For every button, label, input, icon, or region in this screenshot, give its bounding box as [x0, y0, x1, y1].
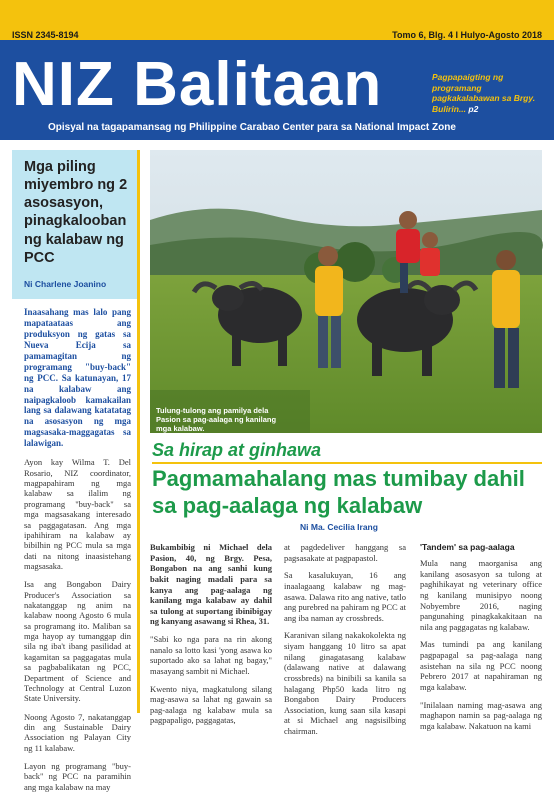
- article-column-3: [420, 542, 542, 738]
- cover-teaser: [432, 72, 542, 115]
- photo-caption: Tulung-tulong ang pamilya dela Pasion sa pag-aalaga ng kanilang mga kalabaw.: [156, 406, 277, 433]
- article-paragraph: Sa kasalukuyan, 16 ang inaalagaang kalabaw ng mag-asawa. Dalawa rito ang native, tatlo ang purebred na pahiram ng PCC at ang iba naman ay crossbreds.: [284, 570, 406, 623]
- issn-number: ISSN 2345-8194: [12, 30, 79, 40]
- sidebar-paragraph: Noong Agosto 7, nakatanggap din ang Sustainable Dairy Association ng Palayan City ng 11 kalabaw.: [24, 711, 131, 753]
- article-headline: Pagmamahalang mas tumibay dahil sa pag-aalaga ng kalabaw: [152, 466, 525, 518]
- sidebar-byline: Ni Charlene Joanino: [24, 278, 107, 289]
- sidebar-header: [12, 150, 137, 299]
- teaser-text: Pagpapaigting ng programang pagkakalabawan sa Brgy. Bulirin...: [432, 72, 536, 114]
- kicker-divider: [152, 462, 542, 464]
- newsletter-title: NIZ Balitaan: [12, 50, 383, 119]
- sidebar-paragraph: Layon ng programang "buy-back" ng PCC na paramihin ang mga kalabaw na may: [24, 761, 131, 792]
- article-column-1: [150, 542, 272, 733]
- article-paragraph: Mas tumindi pa ang kanilang pagpapagal sa pag-aalaga nang asistehan na sila ng PCC noong Pebrero 2017 at napahiraman ng mga kalabaw.: [420, 639, 542, 692]
- sidebar-title: Mga piling miyembro ng 2 asosasyon, pinagkalooban ng kalabaw ng PCC: [24, 159, 128, 266]
- article-lead-paragraph: Bukambibig ni Michael dela Pasion, 40, ng Brgy. Pesa, Bongabon na ang sanhi kung bakit naging madali para sa kanya ang pag-aalaga ng kanilang mga kalabaw ay dahil sa tulong at suportang ibinibigay ng kanyang asawang si Rhea, 31.: [150, 542, 272, 627]
- article-paragraph: at pagdedeliver hanggang sa pagsasakate at pagpapastol.: [284, 542, 406, 563]
- cover-photo: [150, 150, 542, 433]
- article-byline: Ni Ma. Cecilia Irang: [300, 522, 378, 532]
- article-column-2: [284, 542, 406, 744]
- article-subheading: 'Tandem' sa pag-aalaga: [420, 542, 515, 552]
- article-paragraph: "Sabi ko nga para na rin akong nanalo sa lotto kasi 'yong asawa ko suportado ako sa lahat ng bagay," masayang sambit ni Michael.: [150, 634, 272, 676]
- issue-info: Tomo 6, Blg. 4 I Hulyo-Agosto 2018: [392, 30, 542, 40]
- sidebar-paragraph: Isa ang Bongabon Dairy Producer's Association sa nakatanggap ng anim na kalabaw noong Agosto 6 mula sa programang ito. Maliban sa mga hayop ay tumanggap din sila ng iba't ibang pasilidad at kagamitan sa paggagatas mula sa pagbabalikatan ng PCC, Department of Science and Technology at Central Luzon State University.: [24, 579, 131, 704]
- article-paragraph: Karanivan silang nakakokolekta ng siyam hanggang 10 litro sa apat nilang ginagatasang kalabaw (dalawang native at dalawang crossbreds) na binibili sa kanila sa halagang Php50 kada litro ng Bongabon Dairy Producers Association, kung saan sila kasapi at si Michael ang nagsisilbing chairman.: [284, 630, 406, 736]
- article-paragraph: Kwento niya, magkatulong silang mag-asawa sa lahat ng gawain sa pag-aalaga ng kalabaw mula sa pagpapaligo, paggagatas,: [150, 683, 272, 726]
- sidebar-paragraph: Ayon kay Wilma T. Del Rosario, NIZ coordinator, magpapahiram ng mga kalabaw sa ilalim ng programang "buy-back" sa mga magsasakang interesado sa paggagatasan. Ang mga ipahihiram na kalabaw ay bibilhin ng PCC mula sa mga dati na nitong inaasistehang magsasaka.: [24, 457, 131, 571]
- masthead: [0, 40, 554, 140]
- teaser-page: p2: [468, 103, 479, 114]
- family-with-carabaos-image: [150, 150, 542, 433]
- newsletter-subtitle: Opisyal na tagapamansag ng Philippine Carabao Center para sa National Impact Zone: [48, 122, 456, 133]
- article-paragraph: Mula nang maorganisa ang kanilang asosasyon sa tulong at paghihikayat ng veterinary office ng kanilang munisipyo noong Nobyembre 2016, naging pangunahing pinagkakakitaan na nila ang paggagatas ng kalabaw.: [420, 558, 542, 632]
- sidebar-lead: Inaasahang mas lalo pang mapataataas ang produksyon ng gatas sa Nueva Ecija sa pamamagitan ng programang "buy-back" ng PCC. Sa katunayan, 17 na kalabaw ang naipagkaloob kamakailan lang sa dalawang katatatag na asosasyon ng mga magsasaka-maggagatas sa lalawigan.: [24, 306, 131, 449]
- article-kicker: Sa hirap at ginhawa: [152, 440, 322, 460]
- article-paragraph: "Inilalaan naming mag-asawa ang maghapon namin sa pag-aalaga ng mga kalabaw. Nakatuon na kami: [420, 699, 542, 731]
- sidebar-body: [12, 299, 137, 792]
- sidebar-article: [12, 150, 140, 792]
